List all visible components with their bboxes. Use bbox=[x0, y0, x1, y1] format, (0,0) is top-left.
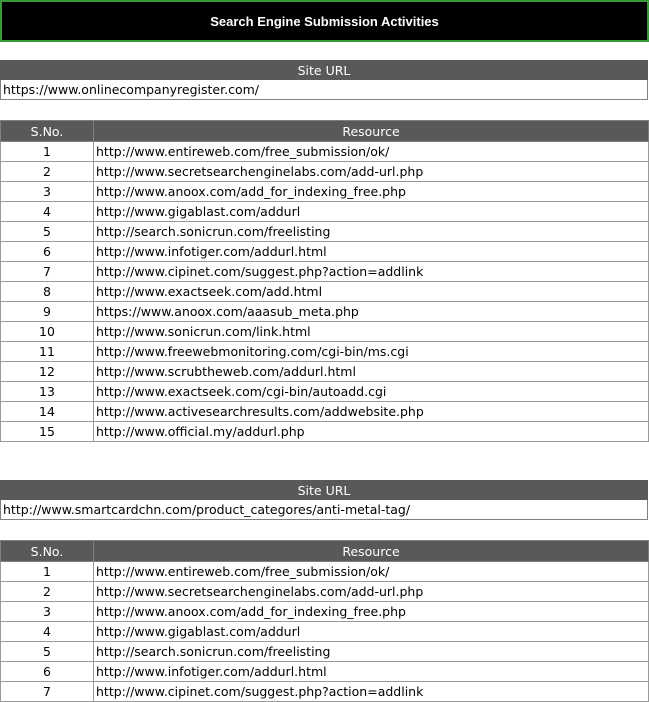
row-sno: 3 bbox=[1, 182, 94, 202]
row-sno: 11 bbox=[1, 342, 94, 362]
row-resource-link[interactable]: http://www.sonicrun.com/link.html bbox=[94, 322, 649, 342]
row-sno: 1 bbox=[1, 562, 94, 582]
row-resource-link[interactable]: http://www.cipinet.com/suggest.php?action=addlink bbox=[94, 682, 649, 702]
row-sno: 7 bbox=[1, 682, 94, 702]
row-resource-link[interactable]: http://www.exactseek.com/add.html bbox=[94, 282, 649, 302]
row-resource-link[interactable]: http://www.infotiger.com/addurl.html bbox=[94, 242, 649, 262]
table-row bbox=[1, 382, 649, 402]
site-block-2 bbox=[0, 480, 648, 520]
row-resource-link[interactable]: http://www.anoox.com/add_for_indexing_free.php bbox=[94, 602, 649, 622]
resource-table-1-wrap bbox=[0, 120, 648, 442]
resource-table bbox=[0, 540, 649, 702]
row-resource-link[interactable]: http://www.official.my/addurl.php bbox=[94, 422, 649, 442]
table-row bbox=[1, 662, 649, 682]
row-sno: 3 bbox=[1, 602, 94, 622]
row-resource-link[interactable]: http://www.secretsearchenginelabs.com/add-url.php bbox=[94, 162, 649, 182]
row-sno: 9 bbox=[1, 302, 94, 322]
row-sno: 2 bbox=[1, 162, 94, 182]
table-row bbox=[1, 342, 649, 362]
row-resource-link[interactable]: http://www.freewebmonitoring.com/cgi-bin/ms.cgi bbox=[94, 342, 649, 362]
row-resource-link[interactable]: http://search.sonicrun.com/freelisting bbox=[94, 642, 649, 662]
row-sno: 4 bbox=[1, 202, 94, 222]
site-url-header: Site URL bbox=[0, 60, 648, 80]
row-sno: 10 bbox=[1, 322, 94, 342]
row-resource-link[interactable]: https://www.anoox.com/aaasub_meta.php bbox=[94, 302, 649, 322]
table-row bbox=[1, 162, 649, 182]
row-sno: 5 bbox=[1, 642, 94, 662]
row-sno: 13 bbox=[1, 382, 94, 402]
row-sno: 15 bbox=[1, 422, 94, 442]
resource-table-2-wrap bbox=[0, 540, 648, 702]
table-row bbox=[1, 222, 649, 242]
page-title: Search Engine Submission Activities bbox=[0, 0, 649, 42]
table-row bbox=[1, 602, 649, 622]
table-row bbox=[1, 622, 649, 642]
resource-table bbox=[0, 120, 649, 442]
table-row bbox=[1, 182, 649, 202]
row-resource-link[interactable]: http://www.gigablast.com/addurl bbox=[94, 622, 649, 642]
row-sno: 2 bbox=[1, 582, 94, 602]
row-sno: 14 bbox=[1, 402, 94, 422]
table-row bbox=[1, 322, 649, 342]
table-row bbox=[1, 582, 649, 602]
table-row bbox=[1, 422, 649, 442]
row-resource-link[interactable]: http://www.secretsearchenginelabs.com/add-url.php bbox=[94, 582, 649, 602]
row-resource-link[interactable]: http://www.activesearchresults.com/addwebsite.php bbox=[94, 402, 649, 422]
column-header-resource: Resource bbox=[94, 121, 649, 142]
table-row bbox=[1, 262, 649, 282]
table-row bbox=[1, 302, 649, 322]
row-resource-link[interactable]: http://www.anoox.com/add_for_indexing_free.php bbox=[94, 182, 649, 202]
table-row bbox=[1, 142, 649, 162]
table-row bbox=[1, 682, 649, 702]
column-header-resource: Resource bbox=[94, 541, 649, 562]
site-url-value[interactable]: http://www.smartcardchn.com/product_categores/anti-metal-tag/ bbox=[0, 500, 648, 520]
row-resource-link[interactable]: http://www.infotiger.com/addurl.html bbox=[94, 662, 649, 682]
table-row bbox=[1, 202, 649, 222]
row-resource-link[interactable]: http://www.gigablast.com/addurl bbox=[94, 202, 649, 222]
table-row bbox=[1, 362, 649, 382]
row-sno: 1 bbox=[1, 142, 94, 162]
table-row bbox=[1, 242, 649, 262]
row-resource-link[interactable]: http://www.exactseek.com/cgi-bin/autoadd.cgi bbox=[94, 382, 649, 402]
site-block-1 bbox=[0, 60, 648, 100]
row-resource-link[interactable]: http://www.entireweb.com/free_submission/ok/ bbox=[94, 562, 649, 582]
row-sno: 5 bbox=[1, 222, 94, 242]
row-sno: 7 bbox=[1, 262, 94, 282]
row-resource-link[interactable]: http://www.entireweb.com/free_submission/ok/ bbox=[94, 142, 649, 162]
row-sno: 6 bbox=[1, 242, 94, 262]
table-body bbox=[1, 142, 649, 442]
row-resource-link[interactable]: http://www.scrubtheweb.com/addurl.html bbox=[94, 362, 649, 382]
row-resource-link[interactable]: http://search.sonicrun.com/freelisting bbox=[94, 222, 649, 242]
table-row bbox=[1, 562, 649, 582]
column-header-sno: S.No. bbox=[1, 121, 94, 142]
table-header-row bbox=[1, 541, 649, 562]
table-row bbox=[1, 402, 649, 422]
row-sno: 6 bbox=[1, 662, 94, 682]
site-url-header: Site URL bbox=[0, 480, 648, 500]
row-sno: 4 bbox=[1, 622, 94, 642]
table-header-row bbox=[1, 121, 649, 142]
row-sno: 12 bbox=[1, 362, 94, 382]
column-header-sno: S.No. bbox=[1, 541, 94, 562]
row-resource-link[interactable]: http://www.cipinet.com/suggest.php?action=addlink bbox=[94, 262, 649, 282]
site-url-value[interactable]: https://www.onlinecompanyregister.com/ bbox=[0, 80, 648, 100]
table-row bbox=[1, 282, 649, 302]
table-row bbox=[1, 642, 649, 662]
table-body bbox=[1, 562, 649, 702]
row-sno: 8 bbox=[1, 282, 94, 302]
